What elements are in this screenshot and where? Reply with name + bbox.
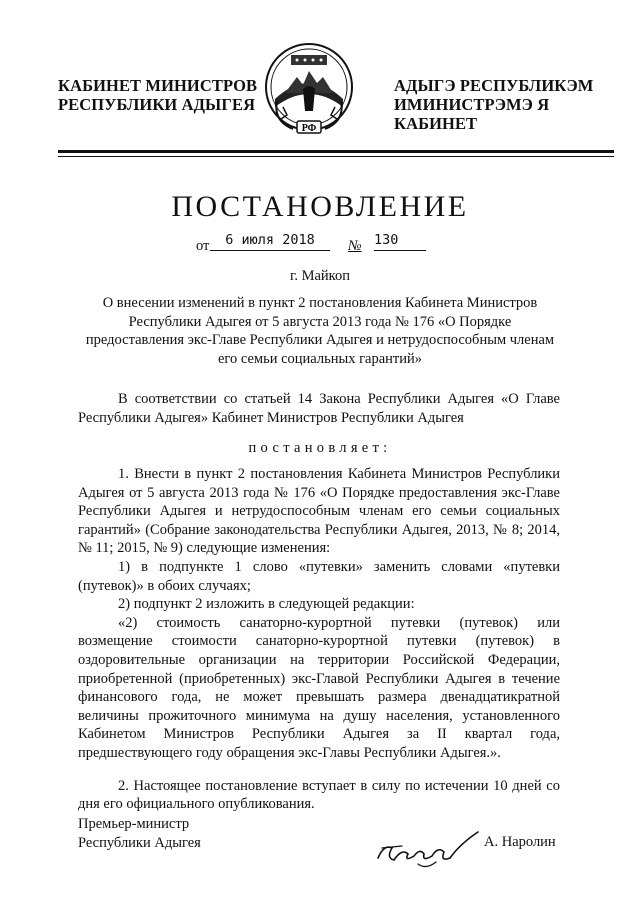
dateline — [196, 232, 456, 254]
handwritten-signature — [374, 818, 484, 874]
paragraph-1: 1. Внести в пункт 2 постановления Кабинета Министров Республики Адыгея от 5 августа 2013 года № 176 «О Порядке предоставления экс-Главе Республики Адыгея и нетрудоспособным членам его семьи социальных гарантий» (Собрание законодательства Республики Адыгея, 2013, № 8; 2014, № 11; 2015, № 9) следующие изменения: — [78, 466, 560, 557]
signatory-position — [78, 815, 278, 852]
document-number: 130 — [374, 232, 426, 251]
header-rule-thick — [58, 150, 614, 153]
header-left-line2: РЕСПУБЛИКИ АДЫГЕЯ — [58, 95, 256, 114]
resolves-heading: постановляет: — [248, 440, 392, 456]
emblem-text: РФ — [301, 123, 317, 134]
header-right — [394, 76, 614, 133]
header-right-line2: ИМИНИСТРЭМЭ Я КАБИНЕТ — [394, 95, 550, 133]
coat-of-arms-icon — [263, 37, 355, 141]
paragraph-1-2: 2) подпункт 2 изложить в следующей редакции: — [118, 596, 415, 613]
header-right-line1: АДЫГЭ РЕСПУБЛИКЭМ — [394, 76, 594, 95]
paragraph-1-1: 1) в подпункте 1 слово «путевки» заменить словами «путевки (путевок)» в обоих случаях; — [78, 558, 560, 594]
header-left — [58, 76, 258, 114]
header-left-line1: КАБИНЕТ МИНИСТРОВ — [58, 76, 258, 95]
paragraph-1-2-text: «2) стоимость санаторно-курортной путевки (путевок) или возмещение стоимости санаторно-курортной путевки (путевок) в оздоровительные организации на территории Российской Федерации, приобретенной (приобретенных) экс-Главой Республики Адыгея в течение финансового года, не может превышать размера двенадцатикратной величины прожиточного минимума на душу населения, установленного Кабинетом Министров Республики Адыгея за II квартал года, предшествующего году обращения экс-Главы Республики Адыгея.». — [78, 614, 560, 761]
paragraph-2: 2. Настоящее постановление вступает в силу по истечении 10 дней со дня его официального опубликования. — [78, 777, 560, 813]
document-subject: О внесении изменений в пункт 2 постановления Кабинета Министров Республики Адыгея от 5 августа 2013 года № 176 «О Порядке предоставления экс-Главе Республики Адыгея и нетрудоспособным членам его семьи социальных гарантий» — [85, 295, 555, 367]
city: г. Майкоп — [290, 268, 350, 284]
header-rule-thin — [58, 156, 614, 157]
number-label: № — [348, 238, 362, 254]
signatory-position-line1: Премьер-министр — [78, 816, 190, 832]
document-body — [78, 465, 560, 814]
document-title: ПОСТАНОВЛЕНИЕ — [171, 190, 469, 223]
date-from-label: от — [196, 238, 210, 254]
signatory-position-line2: Республики Адыгея — [78, 834, 201, 851]
preamble: В соответствии со статьей 14 Закона Республики Адыгея «О Главе Республики Адыгея» Кабинет Министров Республики Адыгея — [78, 391, 560, 426]
signatory-name: А. Наролин — [484, 834, 556, 850]
document-date: 6 июля 2018 — [210, 232, 330, 251]
